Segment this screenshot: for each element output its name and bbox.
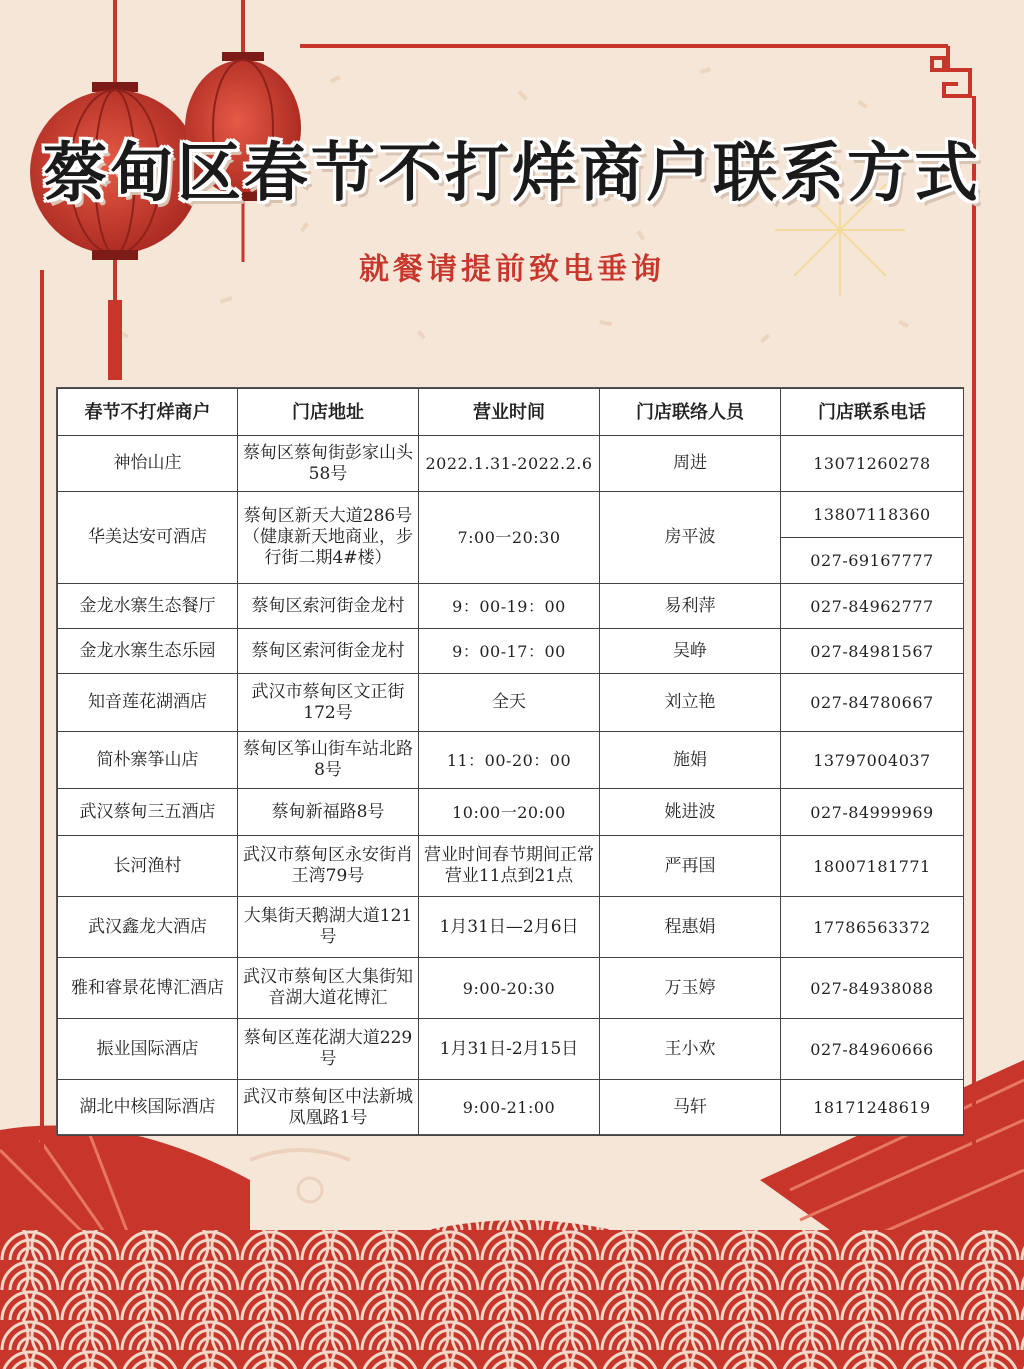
merchant-hours: 9:00-21:00 — [419, 1080, 600, 1136]
merchant-address: 大集街天鹅湖大道121号 — [238, 897, 419, 958]
merchant-contact: 周进 — [600, 436, 781, 492]
merchant-name: 金龙水寨生态餐厅 — [58, 584, 238, 629]
merchant-phone: 18007181771 — [781, 836, 964, 897]
page-subtitle: 就餐请提前致电垂询 — [359, 252, 665, 287]
merchant-phone: 027-84999969 — [781, 789, 964, 836]
merchant-phone: 17786563372 — [781, 897, 964, 958]
table-row — [58, 789, 964, 836]
merchant-hours: 7:00一20:30 — [419, 492, 600, 584]
merchant-hours: 9：00-17：00 — [419, 629, 600, 674]
table-row — [58, 584, 964, 629]
merchant-address: 蔡甸新福路8号 — [238, 789, 419, 836]
merchant-hours: 2022.1.31-2022.2.6 — [419, 436, 600, 492]
merchant-contact: 程惠娟 — [600, 897, 781, 958]
merchant-name: 武汉鑫龙大酒店 — [58, 897, 238, 958]
merchant-address: 蔡甸区蔡甸街彭家山头58号 — [238, 436, 419, 492]
merchant-name: 知音莲花湖酒店 — [58, 674, 238, 732]
merchant-hours: 9:00-20:30 — [419, 958, 600, 1019]
merchant-hours: 营业时间春节期间正常营业11点到21点 — [419, 836, 600, 897]
merchant-phone: 13071260278 — [781, 436, 964, 492]
frame-top-border — [300, 44, 948, 48]
merchant-address: 蔡甸区索河街金龙村 — [238, 584, 419, 629]
table-row — [58, 732, 964, 789]
table-row — [58, 492, 964, 538]
merchant-phone: 18171248619 — [781, 1080, 964, 1136]
merchant-name: 振业国际酒店 — [58, 1019, 238, 1080]
merchant-address: 武汉市蔡甸区大集街知音湖大道花博汇 — [238, 958, 419, 1019]
table-row — [58, 674, 964, 732]
merchant-contact: 易利萍 — [600, 584, 781, 629]
merchant-address: 蔡甸区新天大道286号（健康新天地商业，步行街二期4#楼） — [238, 492, 419, 584]
merchant-phone: 027-84981567 — [781, 629, 964, 674]
merchant-phone: 13807118360 — [781, 492, 964, 538]
merchant-contact: 房平波 — [600, 492, 781, 584]
merchant-table-container — [57, 388, 963, 1134]
merchant-phone-secondary: 027-69167777 — [781, 538, 964, 584]
merchant-contact: 万玉婷 — [600, 958, 781, 1019]
merchant-phone: 027-84780667 — [781, 674, 964, 732]
merchant-contact: 施娟 — [600, 732, 781, 789]
header-merchant: 春节不打烊商户 — [58, 389, 238, 436]
table-row — [58, 436, 964, 492]
frame-left-border — [40, 270, 44, 1170]
header-contact: 门店联络人员 — [600, 389, 781, 436]
page-title: 蔡甸区春节不打烊商户联系方式 — [43, 137, 981, 211]
merchant-phone: 027-84962777 — [781, 584, 964, 629]
table-header-row — [58, 389, 964, 436]
merchant-hours: 10:00一20:00 — [419, 789, 600, 836]
table-row — [58, 836, 964, 897]
table-row — [58, 1019, 964, 1080]
merchant-name: 湖北中核国际酒店 — [58, 1080, 238, 1136]
merchant-hours: 11：00-20：00 — [419, 732, 600, 789]
merchant-name: 华美达安可酒店 — [58, 492, 238, 584]
table-row — [58, 897, 964, 958]
merchant-name: 简朴寨筝山店 — [58, 732, 238, 789]
merchant-address: 蔡甸区莲花湖大道229号 — [238, 1019, 419, 1080]
merchant-address: 武汉市蔡甸区中法新城凤凰路1号 — [238, 1080, 419, 1136]
header-hours: 营业时间 — [419, 389, 600, 436]
merchant-contact: 王小欢 — [600, 1019, 781, 1080]
header-address: 门店地址 — [238, 389, 419, 436]
merchant-name: 长河渔村 — [58, 836, 238, 897]
merchant-contact: 刘立艳 — [600, 674, 781, 732]
merchant-hours: 全天 — [419, 674, 600, 732]
merchant-phone: 027-84960666 — [781, 1019, 964, 1080]
merchant-phone: 027-84938088 — [781, 958, 964, 1019]
merchant-name: 武汉蔡甸三五酒店 — [58, 789, 238, 836]
merchant-name: 雅和睿景花博汇酒店 — [58, 958, 238, 1019]
merchant-name: 金龙水寨生态乐园 — [58, 629, 238, 674]
table-row — [58, 1080, 964, 1136]
table-row — [58, 958, 964, 1019]
merchant-address: 蔡甸区筝山街车站北路8号 — [238, 732, 419, 789]
merchant-name: 神怡山庄 — [58, 436, 238, 492]
merchant-address: 武汉市蔡甸区文正街172号 — [238, 674, 419, 732]
merchant-hours: 9：00-19：00 — [419, 584, 600, 629]
merchant-table — [57, 388, 964, 1136]
merchant-contact: 马轩 — [600, 1080, 781, 1136]
header-phone: 门店联系电话 — [781, 389, 964, 436]
merchant-phone: 13797004037 — [781, 732, 964, 789]
merchant-contact: 吴峥 — [600, 629, 781, 674]
table-row — [58, 629, 964, 674]
merchant-address: 武汉市蔡甸区永安街肖王湾79号 — [238, 836, 419, 897]
merchant-contact: 严再国 — [600, 836, 781, 897]
merchant-address: 蔡甸区索河街金龙村 — [238, 629, 419, 674]
merchant-hours: 1月31日—2月6日 — [419, 897, 600, 958]
merchant-contact: 姚进波 — [600, 789, 781, 836]
merchant-hours: 1月31日-2月15日 — [419, 1019, 600, 1080]
